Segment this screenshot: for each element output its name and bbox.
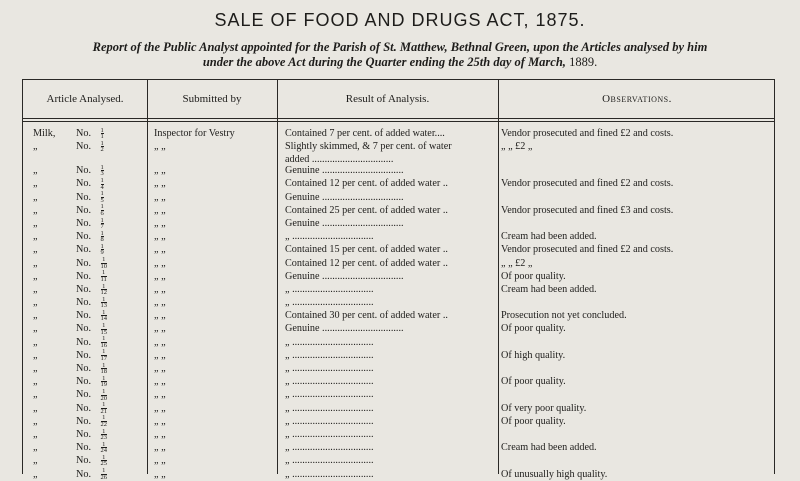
- submitted-by-cell: „ „: [154, 165, 166, 177]
- number-label: No.: [76, 428, 91, 440]
- fraction-denominator: 3: [100, 170, 104, 178]
- number-label: No.: [76, 270, 91, 282]
- result-cell: [285, 309, 497, 322]
- article-cell: „: [33, 178, 38, 190]
- fraction-denominator: 11: [100, 275, 107, 283]
- sample-number-cell: [76, 257, 146, 270]
- result-cell: [285, 454, 497, 467]
- result-text: Contained 7 per cent. of added water....: [285, 128, 445, 139]
- report-subtitle: [20, 40, 780, 70]
- sample-fraction: [101, 218, 104, 230]
- fraction-numerator: 1: [102, 282, 106, 290]
- number-label: No.: [76, 310, 91, 322]
- article-cell: „: [33, 468, 38, 480]
- submitted-by-cell: „ „: [154, 415, 166, 427]
- fraction-numerator: 1: [102, 348, 106, 356]
- sample-fraction: [101, 257, 108, 269]
- table-row: [23, 428, 776, 441]
- article-cell: „: [33, 389, 38, 401]
- submitted-by-cell: „ „: [154, 257, 166, 269]
- fraction-numerator: 1: [102, 256, 106, 264]
- table-row: [23, 204, 776, 217]
- result-text: „ ................................: [285, 297, 374, 309]
- table-row: [23, 257, 776, 270]
- submitted-by-cell: „ „: [154, 455, 166, 467]
- fraction-numerator: 1: [100, 139, 104, 147]
- observation-cell: Of unusually high quality.: [501, 468, 608, 480]
- observation-cell: Vendor prosecuted and fined £2 and costs.: [501, 128, 674, 139]
- table-row: [23, 140, 776, 164]
- sample-number-cell: [76, 349, 146, 362]
- result-text: Genuine ................................: [285, 270, 404, 282]
- article-cell: „: [33, 165, 38, 177]
- sample-fraction: [101, 231, 104, 243]
- submitted-by-cell: „ „: [154, 283, 166, 295]
- sample-fraction: [101, 141, 104, 153]
- observation-cell: Cream had been added.: [501, 283, 597, 295]
- number-label: No.: [76, 297, 91, 309]
- sample-fraction: [101, 323, 108, 335]
- sample-fraction: [101, 165, 104, 177]
- fraction-numerator: 1: [102, 440, 106, 448]
- number-label: No.: [76, 191, 91, 203]
- result-cell: [285, 177, 497, 190]
- result-text: „ ................................: [285, 363, 374, 374]
- article-cell: „: [33, 270, 38, 282]
- number-label: No.: [76, 442, 91, 454]
- sample-number-cell: [76, 415, 146, 428]
- header-submitted: Submitted by: [182, 93, 242, 105]
- table-body: [23, 127, 776, 481]
- result-text: „ ................................: [285, 389, 374, 401]
- submitted-by-cell: „ „: [154, 217, 166, 229]
- fraction-denominator: 17: [100, 354, 108, 362]
- fraction-denominator: 18: [100, 368, 108, 376]
- result-text: Genuine ................................: [285, 217, 404, 229]
- article-cell: „: [33, 257, 38, 269]
- result-cell: [285, 204, 497, 217]
- result-text: „ ................................: [285, 402, 374, 414]
- submitted-by-cell: „ „: [154, 376, 166, 388]
- result-text: „ ................................: [285, 283, 374, 295]
- fraction-numerator: 1: [102, 322, 106, 330]
- observation-cell: Of very poor quality.: [501, 402, 587, 414]
- fraction-numerator: 1: [102, 427, 106, 435]
- result-cell: [285, 362, 497, 375]
- fraction-numerator: 1: [100, 163, 104, 171]
- number-label: No.: [76, 455, 91, 467]
- number-label: No.: [76, 178, 91, 190]
- fraction-numerator: 1: [102, 361, 106, 369]
- article-cell: „: [33, 310, 38, 322]
- article-cell: „: [33, 442, 38, 454]
- table-row: [23, 362, 776, 375]
- number-label: No.: [76, 376, 91, 388]
- table-row: [23, 375, 776, 388]
- submitted-by-cell: „ „: [154, 389, 166, 401]
- fraction-denominator: 14: [100, 315, 108, 323]
- result-text: Contained 15 per cent. of added water ..: [285, 244, 448, 256]
- fraction-denominator: 5: [100, 196, 104, 204]
- result-cell: [285, 270, 497, 283]
- observation-cell: Cream had been added.: [501, 442, 597, 454]
- result-text: „ ................................: [285, 455, 374, 467]
- fraction-numerator: 1: [102, 414, 106, 422]
- fraction-numerator: 1: [100, 190, 104, 198]
- result-text: Contained 12 per cent. of added water ..: [285, 178, 448, 190]
- table-row: [23, 296, 776, 309]
- result-text: „ ................................: [285, 415, 374, 427]
- result-text: Genuine ................................: [285, 323, 404, 335]
- fraction-denominator: 23: [100, 434, 108, 442]
- article-cell: Milk,: [33, 128, 56, 139]
- fraction-numerator: 1: [100, 229, 104, 237]
- header-result: Result of Analysis.: [345, 93, 430, 105]
- sample-number-cell: [76, 191, 146, 204]
- sample-number-cell: [76, 127, 146, 140]
- sample-fraction: [101, 336, 108, 348]
- result-cell: [285, 140, 497, 166]
- fraction-denominator: 10: [100, 262, 108, 270]
- header-rule: [23, 118, 774, 119]
- sample-number-cell: [76, 388, 146, 401]
- submitted-by-cell: „ „: [154, 442, 166, 454]
- submitted-by-cell: Inspector for Vestry: [154, 128, 235, 139]
- sample-number-cell: [76, 140, 146, 153]
- sample-number-cell: [76, 204, 146, 217]
- fraction-numerator: 1: [102, 467, 106, 475]
- subtitle-line-2: [20, 55, 780, 70]
- article-cell: „: [33, 402, 38, 414]
- table-row: [23, 349, 776, 362]
- fraction-denominator: 4: [100, 183, 104, 191]
- observation-cell: Vendor prosecuted and fined £3 and costs.: [501, 204, 674, 216]
- header-article: Article Analysed.: [46, 93, 124, 105]
- sample-number-cell: [76, 177, 146, 190]
- submitted-by-cell: „ „: [154, 244, 166, 256]
- article-cell: „: [33, 349, 38, 361]
- result-text: „ ................................: [285, 376, 374, 388]
- observation-cell: Of poor quality.: [501, 270, 566, 282]
- sample-number-cell: [76, 375, 146, 388]
- sample-fraction: [101, 178, 104, 190]
- page-title: SALE OF FOOD AND DRUGS ACT, 1875.: [214, 10, 586, 30]
- number-label: No.: [76, 283, 91, 295]
- sample-number-cell: [76, 336, 146, 349]
- number-label: No.: [76, 389, 91, 401]
- article-cell: „: [33, 297, 38, 309]
- observation-cell: Prosecution not yet concluded.: [501, 310, 627, 322]
- number-label: No.: [76, 402, 91, 414]
- article-cell: „: [33, 204, 38, 216]
- result-text: Contained 12 per cent. of added water ..: [285, 257, 448, 269]
- sample-number-cell: [76, 454, 146, 467]
- subtitle-year: 1889.: [569, 55, 598, 69]
- submitted-by-cell: „ „: [154, 178, 166, 190]
- number-label: No.: [76, 336, 91, 348]
- observation-cell: Cream had been added.: [501, 231, 597, 243]
- sample-fraction: [101, 442, 108, 454]
- result-cell: [285, 336, 497, 349]
- sample-number-cell: [76, 296, 146, 309]
- fraction-numerator: 1: [102, 453, 106, 461]
- observation-cell: Of poor quality.: [501, 376, 566, 388]
- sample-fraction: [101, 349, 108, 361]
- header-observations: Observations.: [602, 93, 672, 105]
- result-text: Slightly skimmed, & 7 per cent. of water: [285, 141, 452, 153]
- result-cell: [285, 349, 497, 362]
- result-text: „ ................................: [285, 442, 374, 454]
- sample-fraction: [101, 468, 108, 480]
- subtitle-line-1: Report of the Public Analyst appointed for the Parish of St. Matthew, Bethnal Green, upon the Articles analysed by him: [92, 40, 708, 54]
- fraction-denominator: 1: [100, 133, 104, 141]
- sample-number-cell: [76, 402, 146, 415]
- article-cell: „: [33, 217, 38, 229]
- fraction-numerator: 1: [102, 388, 106, 396]
- table-row: [23, 191, 776, 204]
- result-cell: [285, 296, 497, 309]
- fraction-denominator: 22: [100, 420, 108, 428]
- table-row: [23, 283, 776, 296]
- fraction-denominator: 20: [100, 394, 108, 402]
- article-cell: „: [33, 323, 38, 335]
- result-text: Contained 25 per cent. of added water ..: [285, 204, 448, 216]
- result-text: „ ................................: [285, 231, 374, 243]
- submitted-by-cell: „ „: [154, 204, 166, 216]
- fraction-denominator: 2: [100, 146, 104, 154]
- sample-fraction: [101, 402, 108, 414]
- sample-number-cell: [76, 322, 146, 335]
- submitted-by-cell: „ „: [154, 270, 166, 282]
- fraction-denominator: 8: [100, 236, 104, 244]
- sample-number-cell: [76, 164, 146, 177]
- table-row: [23, 309, 776, 322]
- sample-number-cell: [76, 428, 146, 441]
- submitted-by-cell: „ „: [154, 141, 166, 153]
- result-cell: [285, 127, 497, 140]
- result-cell: [285, 164, 497, 177]
- number-label: No.: [76, 128, 91, 139]
- fraction-denominator: 7: [100, 223, 104, 231]
- table-row: [23, 402, 776, 415]
- table-row: [23, 454, 776, 467]
- sample-number-cell: [76, 309, 146, 322]
- fraction-numerator: 1: [102, 335, 106, 343]
- submitted-by-cell: „ „: [154, 428, 166, 440]
- number-label: No.: [76, 141, 91, 153]
- number-label: No.: [76, 165, 91, 177]
- table-row: [23, 388, 776, 401]
- result-text-continued: added ................................: [285, 154, 394, 166]
- sample-number-cell: [76, 243, 146, 256]
- observation-cell: Of poor quality.: [501, 323, 566, 335]
- sample-fraction: [101, 363, 108, 375]
- fraction-denominator: 21: [100, 407, 108, 415]
- fraction-numerator: 1: [102, 295, 106, 303]
- submitted-by-cell: „ „: [154, 468, 166, 480]
- result-cell: [285, 468, 497, 481]
- result-cell: [285, 402, 497, 415]
- sample-fraction: [101, 244, 104, 256]
- fraction-denominator: 15: [100, 328, 108, 336]
- result-cell: [285, 257, 497, 270]
- result-cell: [285, 283, 497, 296]
- fraction-denominator: 6: [100, 209, 104, 217]
- table-row: [23, 164, 776, 177]
- submitted-by-cell: „ „: [154, 191, 166, 203]
- article-cell: „: [33, 191, 38, 203]
- article-cell: „: [33, 415, 38, 427]
- fraction-numerator: 1: [100, 216, 104, 224]
- sample-fraction: [101, 429, 108, 441]
- number-label: No.: [76, 468, 91, 480]
- fraction-denominator: 12: [100, 289, 108, 297]
- submitted-by-cell: „ „: [154, 323, 166, 335]
- sample-number-cell: [76, 441, 146, 454]
- sample-number-cell: [76, 362, 146, 375]
- submitted-by-cell: „ „: [154, 336, 166, 348]
- fraction-denominator: 16: [100, 341, 108, 349]
- fraction-numerator: 1: [102, 269, 106, 277]
- table-row: [23, 217, 776, 230]
- observation-cell: Of poor quality.: [501, 415, 566, 427]
- table-row: [23, 415, 776, 428]
- submitted-by-cell: „ „: [154, 349, 166, 361]
- sample-fraction: [101, 191, 104, 203]
- result-cell: [285, 230, 497, 243]
- sample-number-cell: [76, 230, 146, 243]
- article-cell: „: [33, 455, 38, 467]
- submitted-by-cell: „ „: [154, 310, 166, 322]
- number-label: No.: [76, 323, 91, 335]
- analysis-table: [22, 79, 775, 481]
- result-cell: [285, 243, 497, 256]
- result-text: Genuine ................................: [285, 191, 404, 203]
- result-cell: [285, 388, 497, 401]
- result-text: „ ................................: [285, 336, 374, 348]
- fraction-denominator: 13: [100, 302, 108, 310]
- fraction-denominator: 25: [100, 460, 108, 468]
- table-row: [23, 230, 776, 243]
- sample-number-cell: [76, 270, 146, 283]
- sample-fraction: [101, 310, 108, 322]
- result-cell: [285, 217, 497, 230]
- fraction-denominator: 19: [100, 381, 108, 389]
- submitted-by-cell: „ „: [154, 363, 166, 374]
- observation-cell: „ „ £2 „: [501, 141, 533, 153]
- result-text: „ ................................: [285, 468, 374, 480]
- number-label: No.: [76, 217, 91, 229]
- fraction-numerator: 1: [100, 203, 104, 211]
- sample-fraction: [101, 284, 108, 296]
- submitted-by-cell: „ „: [154, 402, 166, 414]
- result-cell: [285, 191, 497, 204]
- observation-cell: „ „ £2 „: [501, 257, 533, 269]
- result-cell: [285, 375, 497, 388]
- result-text: Contained 30 per cent. of added water ..: [285, 310, 448, 322]
- table-row: [23, 322, 776, 335]
- sample-fraction: [101, 128, 104, 140]
- observation-cell: Vendor prosecuted and fined £2 and costs.: [501, 244, 674, 256]
- article-cell: „: [33, 244, 38, 256]
- number-label: No.: [76, 231, 91, 243]
- submitted-by-cell: „ „: [154, 297, 166, 309]
- number-label: No.: [76, 363, 91, 374]
- article-cell: „: [33, 231, 38, 243]
- sample-number-cell: [76, 217, 146, 230]
- table-row: [23, 441, 776, 454]
- result-cell: [285, 322, 497, 335]
- result-cell: [285, 428, 497, 441]
- fraction-numerator: 1: [100, 242, 104, 250]
- fraction-denominator: 9: [100, 249, 104, 257]
- fraction-numerator: 1: [102, 401, 106, 409]
- table-row: [23, 270, 776, 283]
- article-cell: „: [33, 283, 38, 295]
- header-rule-double: [23, 121, 774, 122]
- result-cell: [285, 441, 497, 454]
- table-row: [23, 177, 776, 190]
- fraction-numerator: 1: [100, 177, 104, 185]
- article-cell: „: [33, 363, 38, 374]
- sample-fraction: [101, 415, 108, 427]
- article-cell: „: [33, 141, 38, 153]
- article-cell: „: [33, 336, 38, 348]
- fraction-numerator: 1: [100, 126, 104, 134]
- number-label: No.: [76, 349, 91, 361]
- table-row: [23, 243, 776, 256]
- sample-fraction: [101, 204, 104, 216]
- number-label: No.: [76, 257, 91, 269]
- sample-fraction: [101, 297, 108, 309]
- fraction-numerator: 1: [102, 374, 106, 382]
- article-cell: „: [33, 428, 38, 440]
- article-cell: „: [33, 376, 38, 388]
- observation-cell: Vendor prosecuted and fined £2 and costs.: [501, 178, 674, 190]
- sample-fraction: [101, 376, 108, 388]
- sample-fraction: [101, 455, 108, 467]
- table-row: [23, 468, 776, 481]
- submitted-by-cell: „ „: [154, 231, 166, 243]
- result-text: „ ................................: [285, 349, 374, 361]
- result-text: Genuine ................................: [285, 165, 404, 177]
- sample-number-cell: [76, 283, 146, 296]
- sample-number-cell: [76, 468, 146, 481]
- result-cell: [285, 415, 497, 428]
- fraction-denominator: 26: [100, 473, 108, 481]
- number-label: No.: [76, 244, 91, 256]
- number-label: No.: [76, 204, 91, 216]
- number-label: No.: [76, 415, 91, 427]
- fraction-numerator: 1: [102, 308, 106, 316]
- table-row: [23, 336, 776, 349]
- observation-cell: Of high quality.: [501, 349, 566, 361]
- sample-fraction: [101, 389, 108, 401]
- subtitle-line-2-text: under the above Act during the Quarter ending the 25th day of March,: [202, 55, 566, 69]
- result-text: „ ................................: [285, 428, 374, 440]
- fraction-denominator: 24: [100, 447, 108, 455]
- table-row: [23, 127, 776, 140]
- sample-fraction: [101, 270, 107, 282]
